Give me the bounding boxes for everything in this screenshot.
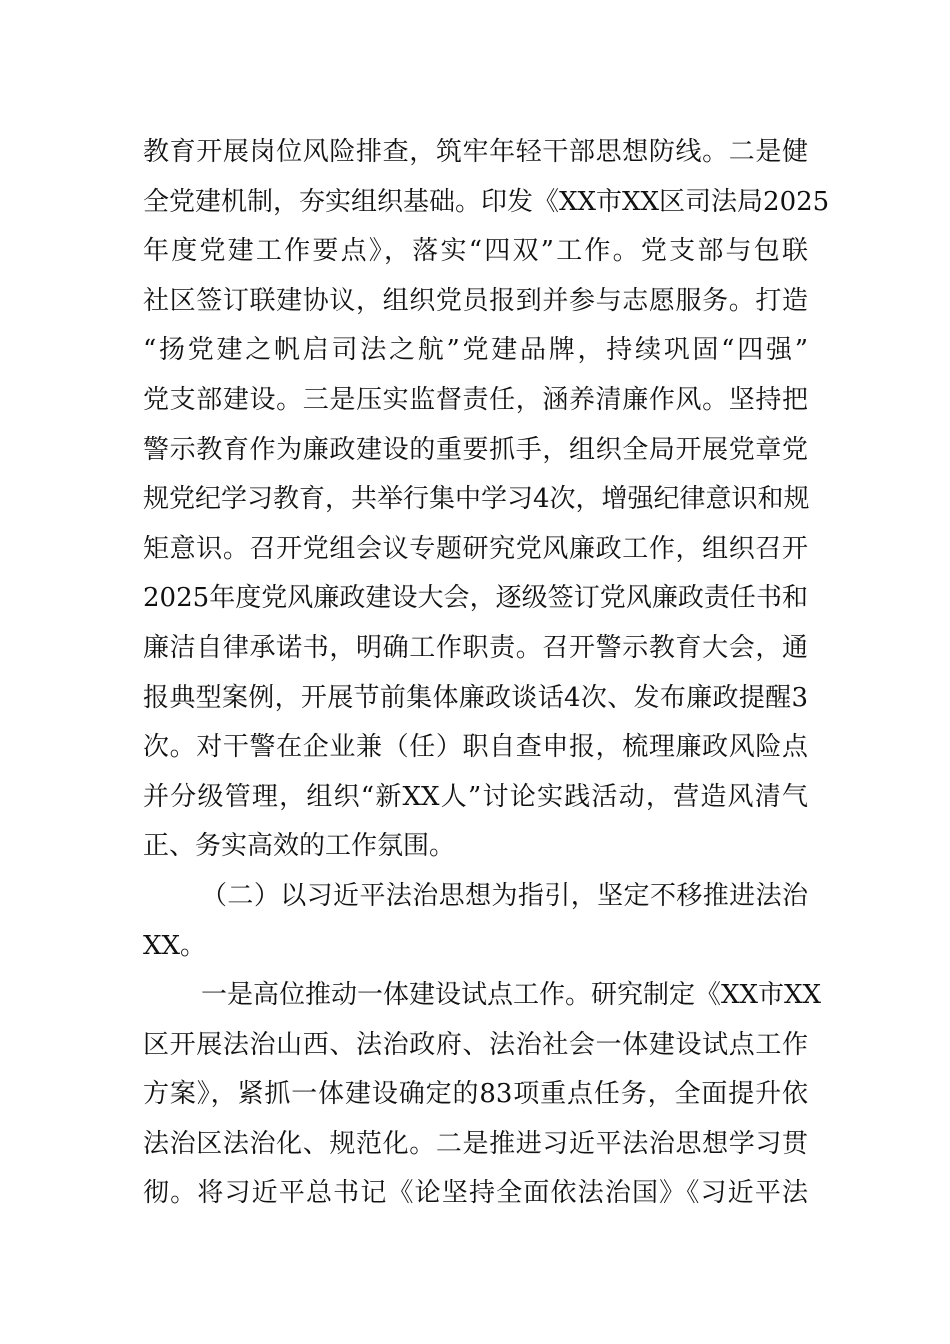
document-body xyxy=(143,128,830,1219)
text-line: 次。对干警在企业兼（任）职自查申报，梳理廉政风险点 xyxy=(143,732,808,763)
heading-line: XX。 xyxy=(143,930,207,961)
text-line: 彻。将习近平总书记《论坚持全面依法治国》《习近平法 xyxy=(143,1178,808,1209)
text-line: 报典型案例，开展节前集体廉政谈话4次、发布廉政提醒3 xyxy=(143,682,808,713)
text-line: 廉洁自律承诺书，明确工作职责。召开警示教育大会，通 xyxy=(143,632,808,663)
text-line: 矩意识。召开党组会议专题研究党风廉政工作，组织召开 xyxy=(143,533,808,564)
text-line: 正、务实高效的工作氛围。 xyxy=(143,831,456,862)
text-line: 一是高位推动一体建设试点工作。研究制定《XX市XX xyxy=(201,980,822,1011)
section-heading-rule-of-law xyxy=(143,872,808,971)
text-line: 规党纪学习教育，共举行集中学习4次，增强纪律意识和规 xyxy=(143,484,810,515)
text-line: 警示教育作为廉政建设的重要抓手，组织全局开展党章党 xyxy=(143,434,808,465)
text-line: 社区签订联建协议，组织党员报到并参与志愿服务。打造 xyxy=(143,285,808,316)
text-line: 党支部建设。三是压实监督责任，涵养清廉作风。坚持把 xyxy=(143,384,808,415)
heading-line: （二）以习近平法治思想为指引，坚定不移推进法治 xyxy=(201,880,808,911)
text-line: “扬党建之帆启司法之航”党建品牌，持续巩固“四强” xyxy=(143,335,808,366)
text-line: 2025年度党风廉政建设大会，逐级签订党风廉政责任书和 xyxy=(143,583,808,614)
text-line: 方案》，紧抓一体建设确定的83项重点任务，全面提升依 xyxy=(143,1079,808,1110)
paragraph-rule-of-law xyxy=(143,971,822,1219)
text-line: 年度党建工作要点》，落实“四双”工作。党支部与包联 xyxy=(143,236,808,267)
text-line: 并分级管理，组织“新XX人”讨论实践活动，营造风清气 xyxy=(143,781,808,812)
paragraph-party-building xyxy=(143,128,830,872)
text-line: 法治区法治化、规范化。二是推进习近平法治思想学习贯 xyxy=(143,1128,808,1159)
text-line: 区开展法治山西、法治政府、法治社会一体建设试点工作 xyxy=(143,1029,808,1060)
text-line: 教育开展岗位风险排查，筑牢年轻干部思想防线。二是健 xyxy=(143,137,808,167)
text-line: 全党建机制，夯实组织基础。印发《XX市XX区司法局2025 xyxy=(143,186,830,217)
